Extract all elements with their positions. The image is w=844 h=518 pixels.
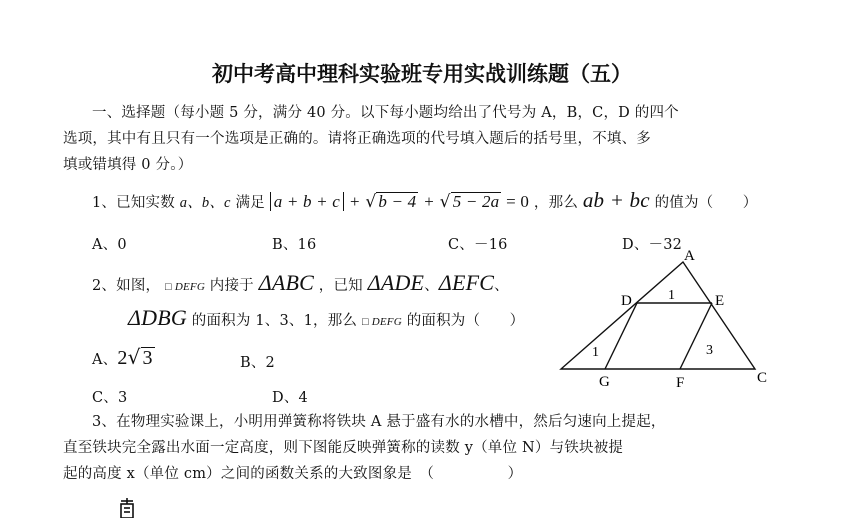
q1-option-c: C、－16 — [448, 237, 508, 253]
triangle-abc — [561, 262, 755, 369]
q2-option-b: B、2 — [240, 355, 275, 371]
q2-ask: 的面积为（ ） — [406, 313, 525, 329]
question-2-line-2 — [128, 305, 524, 331]
area-efc-label: 3 — [706, 343, 713, 358]
q2-option-a — [92, 345, 155, 370]
q1-target: ab + bc — [582, 188, 650, 212]
instructions-line-2: 选项，其中有且只有一个选项是正确的。请将正确选项的代号填入题后的括号里，不填、多 — [63, 131, 651, 147]
q2-option-a-prefix: A、 — [92, 352, 118, 368]
q2-parallelogram: □ DEFG — [361, 316, 402, 328]
q2-option-a-radicand: 3 — [142, 347, 153, 369]
q2-option-a-coef: 2 — [117, 347, 128, 369]
segment-dg — [605, 303, 637, 369]
q2-triangle-abc: ΔABC — [258, 270, 314, 295]
q1-plus: + — [348, 192, 361, 211]
q2-option-c: C、3 — [92, 390, 128, 406]
q1-vars: a、b、c — [179, 195, 231, 211]
label-c: C — [757, 370, 768, 386]
label-d: D — [621, 293, 632, 309]
page-title: 初中考高中理科实验班专用实战训练题（五） — [212, 62, 632, 86]
question-3-line-2: 直至铁块完全露出水面一定高度，则下图能反映弹簧称的读数 y（单位 N）与铁块被提 — [63, 440, 624, 456]
question-3-line-3: 起的高度 x（单位 cm）之间的函数关系的大致图象是 （ ） — [63, 466, 523, 482]
segment-ef — [680, 303, 712, 369]
area-ade-label: 1 — [668, 288, 675, 303]
q2-triangle-efc: ΔEFC — [438, 270, 495, 295]
spring-scale-icon — [118, 498, 138, 518]
q2-triangle-ade: ΔADE — [367, 270, 425, 295]
q1-plus: + — [423, 192, 435, 211]
label-g: G — [599, 374, 610, 390]
q2-areas: 的面积为 1、3、1，那么 — [191, 313, 358, 329]
question-3-line-1: 3、在物理实验课上，小明用弹簧称将铁块 A 悬于盛有水的水槽中，然后匀速向上提起， — [92, 414, 666, 430]
q1-sqrt2: √ 5 − 2a — [439, 192, 500, 212]
q1-sqrt1-radicand: b − 4 — [378, 192, 417, 211]
q1-option-d: D、－32 — [622, 237, 683, 253]
q1-suffix: 的值为（ ） — [654, 195, 758, 211]
q1-abs-expr: a + b + c — [270, 192, 344, 211]
q1-sqrt1: √ b − 4 — [365, 192, 417, 212]
q2-option-a-sqrt: √ 3 — [127, 345, 153, 369]
q1-equals: = 0 — [506, 192, 530, 211]
q1-cond: 满足 — [235, 195, 265, 211]
q2-sep: 、 — [494, 278, 509, 294]
question-1 — [92, 188, 757, 213]
q1-sqrt2-radicand: 5 − 2a — [452, 192, 500, 211]
q2-sep: 、 — [424, 278, 439, 294]
q2-inscribed: 内接于 — [209, 278, 254, 294]
q2-parallelogram: □ DEFG — [165, 281, 205, 293]
q2-option-d: D、4 — [272, 390, 308, 406]
q1-option-a: A、0 — [92, 237, 127, 253]
instructions-line-1: 一、选择题（每小题 5 分，满分 40 分。以下每小题均给出了代号为 A，B，C，D 的四个 — [92, 105, 679, 121]
label-a: A — [684, 248, 695, 264]
label-f: F — [676, 375, 685, 391]
q2-known: ，已知 — [318, 278, 363, 294]
instructions-line-3: 填或错填得 0 分。） — [63, 157, 193, 173]
area-dbg-label: 1 — [592, 345, 599, 360]
question-2-line-1 — [92, 270, 509, 296]
label-e: E — [715, 293, 725, 309]
triangle-figure — [545, 245, 775, 395]
q1-then: ，那么 — [533, 195, 579, 211]
q1-prefix: 1、已知实数 — [92, 195, 175, 211]
q2-prefix: 2、如图， — [92, 278, 161, 294]
q1-option-b: B、16 — [272, 237, 317, 253]
q2-triangle-dbg: ΔDBG — [128, 305, 187, 330]
